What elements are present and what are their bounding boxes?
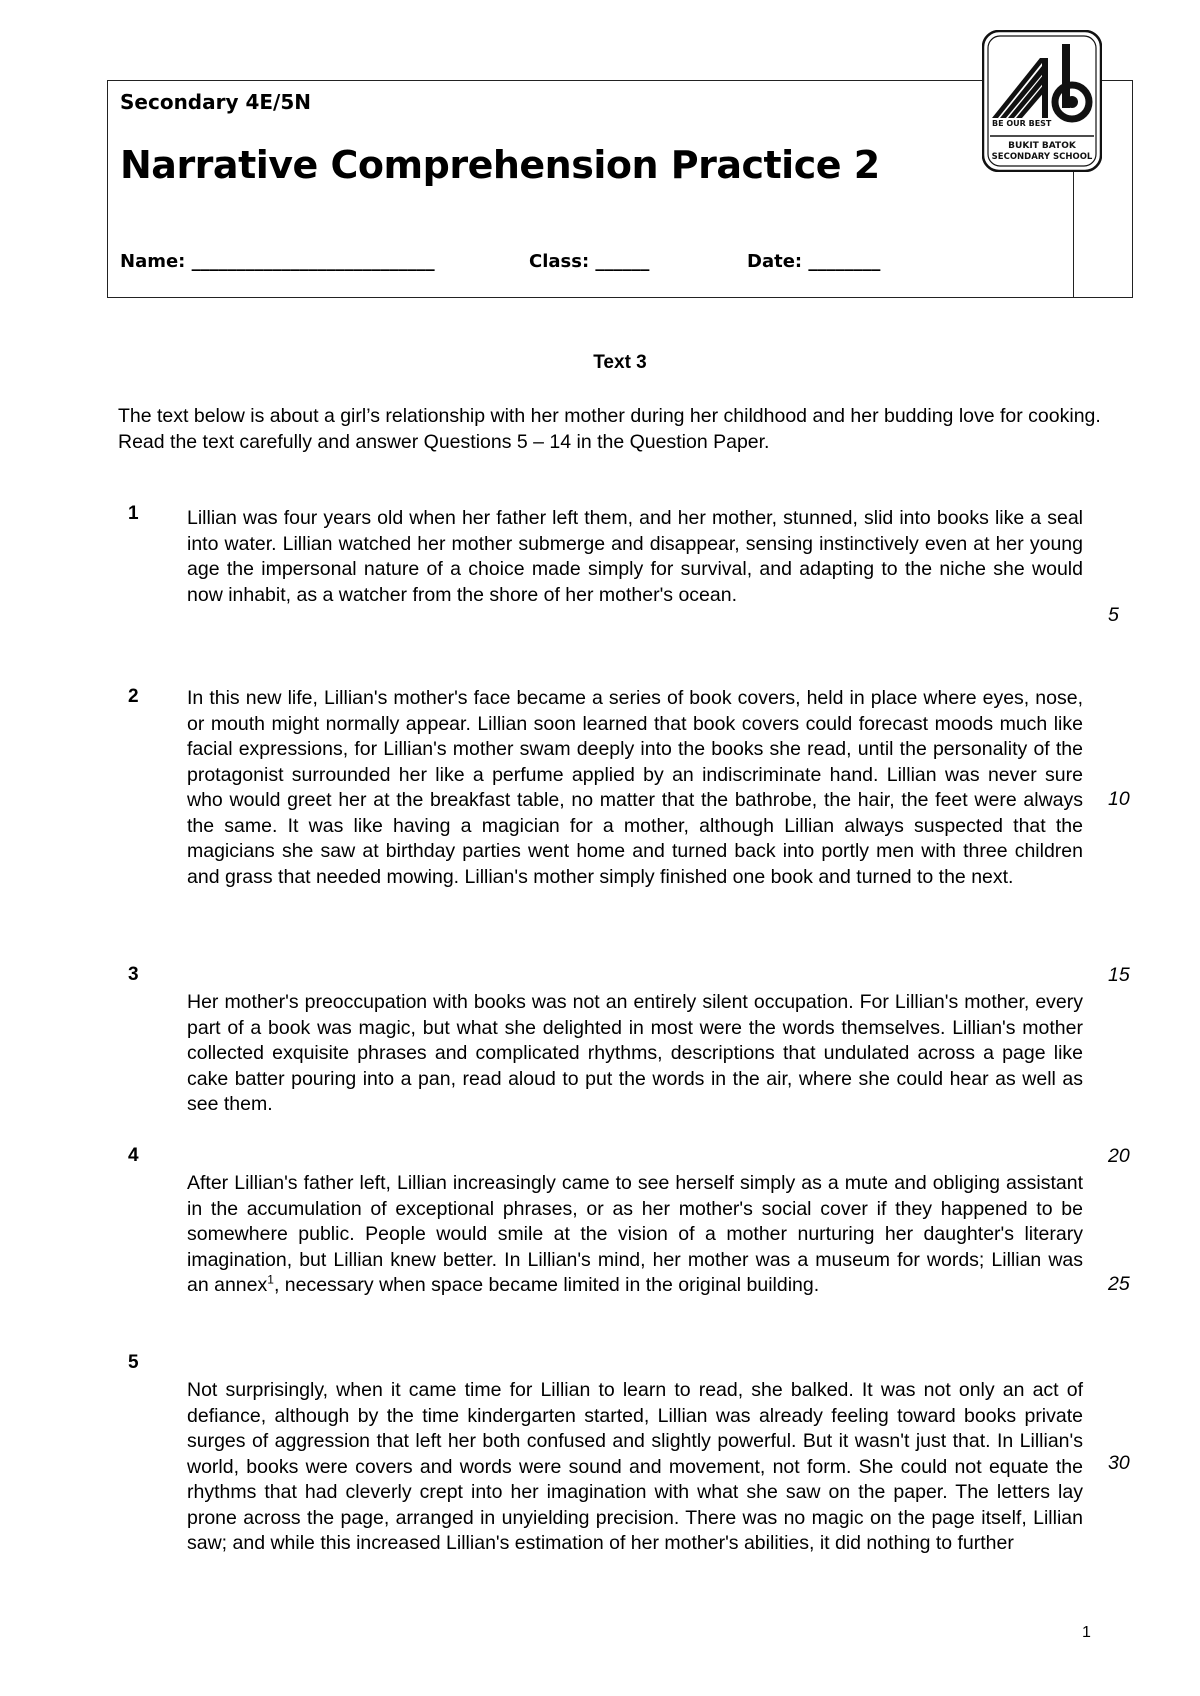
line-marker: 25 [1108,1273,1130,1295]
paragraph-4-text-end: , necessary when space became limited in the original building. [273,1274,820,1296]
class-field[interactable]: Class: ______ [529,251,650,272]
paragraph-2: In this new life, Lillian's mother's face became a series of book covers, held in place where eyes, nose, or mouth might normally appear. Lillian soon learned that book covers could forecast moods much like facial expressions, for Lillian's mother swam deeply into the books she read, until the personality of the protagonist surrounded her like a perfume applied by an indiscriminate hand. Lillian was never sure who would greet her at the breakfast table, no matter that the bathrobe, the hair, the feet were always the same. It was like having a magician for a mother, although Lillian always suspected that the magicians she saw at birthday parties went home and turned back into portly men with three children and grass that needed mowing. Lillian's mother simply finished one book and turned to the next. [187,687,1083,888]
line-marker: 15 [1108,964,1130,986]
logo-motto: BE OUR BEST [992,119,1052,128]
page-number: 1 [1082,1624,1091,1641]
paragraph-number: 4 [128,1145,139,1166]
paragraph-3: Her mother's preoccupation with books was not an entirely silent occupation. For Lillian's mother, every part of a book was magic, but what she delighted in most were the words themselves. Lillian's mother collected exquisite phrases and complicated rhythms, descriptions that undulated across a page like cake batter pouring into a pan, read aloud to put the words in the air, where she could hear as well as see them. [187,991,1083,1115]
paragraph-1: Lillian was four years old when her father left them, and her mother, stunned, slid into books like a seal into water. Lillian watched her mother submerge and disappear, sensing instinctively even at her young age the impersonal nature of a choice made simply for survival, and adapting to the niche she would now inhabit, as a watcher from the shore of her mother's ocean. [187,507,1083,606]
line-marker: 5 [1108,604,1119,626]
worksheet-title: Narrative Comprehension Practice 2 [120,143,880,187]
intro-paragraph: The text below is about a girl’s relationship with her mother during her childhood and her budding love for cooking. Read the text carefully and answer Questions 5 – 14 in the Question Paper. [118,405,1101,453]
text-heading: Text 3 [593,352,647,373]
paragraph-number: 3 [128,964,139,985]
logo-school-line2: SECONDARY SCHOOL [991,152,1093,162]
school-logo [982,30,1102,172]
line-marker: 30 [1108,1452,1130,1474]
name-field[interactable]: Name: ___________________________ [120,251,435,272]
logo-school-line1: BUKIT BATOK [1008,141,1076,151]
paragraph-4 [187,1171,1083,1299]
level-label: Secondary 4E/5N [120,90,312,114]
paragraph-number: 5 [128,1352,139,1373]
paragraph-number: 1 [128,503,139,524]
header-box [107,80,1133,298]
date-field[interactable]: Date: ________ [747,251,881,272]
line-marker: 10 [1108,788,1130,810]
line-marker: 20 [1108,1145,1130,1167]
paragraph-5: Not surprisingly, when it came time for Lillian to learn to read, she balked. It was not only an act of defiance, although by the time kindergarten started, Lillian was already feeling toward books private surges of aggression that left her both confused and slightly powerful. But it wasn't just that. In Lillian's world, books were covers and words were sound and movement, not form. She could not equate the rhythms that had cleverly crept into her imagination with what she saw on the paper. The letters lay prone across the page, arranged in unyielding precision. There was no magic on the page itself, Lillian saw; and while this increased Lillian's estimation of her mother's abilities, it did nothing to further [187,1379,1083,1554]
paragraph-4-text: After Lillian's father left, Lillian increasingly came to see herself simply as a mute and obliging assistant in the accumulation of exceptional phrases, or as her mother's social cover if they happened to be somewhere public. People would smile at the vision of a mother nurturing her daughter's literary imagination, but Lillian knew better. In Lillian's mind, her mother was a museum for words; Lillian was an annex [187,1172,1083,1296]
paragraph-number: 2 [128,686,139,707]
footnote-mark: 1 [267,1272,274,1287]
